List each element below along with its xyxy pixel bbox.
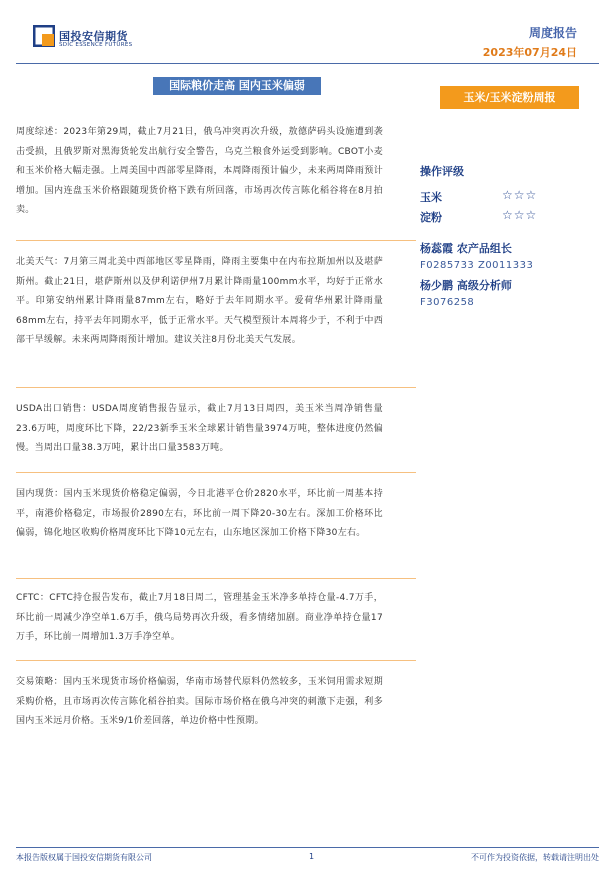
analyst-cert: F3076258 (420, 297, 475, 308)
header-divider (16, 63, 599, 64)
footer-copyright: 本报告版权属于国投安信期货有限公司 (16, 853, 152, 862)
paragraph-usda-export: USDA出口销售：USDA周度销售报告显示，截止7月13日周四，美玉米当周净销售量23.6万吨，周度环比下降，22/23新季玉米全球累计销售量3974万吨，整体进度仍然偏慢。当周出口量38.3万吨，累计出口量3583万吨。 (16, 404, 383, 453)
star-rating-icon: ☆☆☆ (502, 188, 538, 202)
page-number: 1 (309, 852, 315, 861)
report-date: 2023年07月24日 (482, 46, 577, 59)
paragraph-domestic-spot: 国内现货：国内玉米现货价格稳定偏弱，今日北港平仓价2820水平，环比前一周基本持平，南港价格稳定，市场报价2890左右，环比前一周下降20-30左右。深加工价格环比偏弱，锦化地区收购价格周度环比下降10元左右，山东地区深加工价格下降30左右。 (16, 489, 383, 538)
brand-name-cn: 国投安信期货 (59, 30, 128, 43)
section-divider (16, 387, 416, 388)
analyst-panel (420, 240, 580, 314)
logo-mark-icon (33, 25, 55, 47)
rating-row-starch (420, 209, 580, 229)
paragraph-cftc: CFTC：CFTC持仓报告发布，截止7月18日周二，管理基金玉米净多单持仓量-4.7万手，环比前一周减少净空单1.6万手，俄乌局势再次升级，看多情绪加剧。商业净单持仓量17万手，环比前一周增加1.3万手净空单。 (16, 593, 383, 642)
brand-name-en: SDIC ESSENCE FUTURES (59, 42, 133, 48)
footer-disclaimer: 不可作为投资依据，转载请注明出处 (471, 853, 599, 862)
analyst-name: 杨少鹏 高级分析师 (420, 279, 512, 292)
rating-panel (420, 163, 580, 229)
paragraph-weekly-summary: 周度综述：2023年第29周，截止7月21日，俄乌冲突再次升级，敖德萨码头设施遭到袭击受损，且俄罗斯对黑海货轮发出航行安全警告，乌克兰粮食外运受到影响。CBOT小麦和玉米价格大幅走强。上周美国中西部零星降雨，本周降雨预计偏少，未来两周降雨预计增加。国内连盘玉米价格跟随现货价格下跌有所回落，市场再次传言陈化稻谷将在8月拍卖。 (16, 127, 383, 215)
product-banner: 玉米/玉米淀粉周报 (440, 86, 579, 109)
report-title-banner: 国际粮价走高 国内玉米偏弱 (153, 77, 321, 95)
rating-label: 淀粉 (420, 211, 442, 224)
section-divider (16, 240, 416, 241)
analyst-name: 杨蕊霞 农产品组长 (420, 242, 512, 255)
rating-label: 玉米 (420, 191, 442, 204)
brand-logo (33, 23, 153, 53)
section-divider (16, 660, 416, 661)
paragraph-trading-strategy: 交易策略：国内玉米现货市场价格偏弱，华南市场替代原料仍然较多，玉米饲用需求短期采购价格，且市场再次传言陈化稻谷拍卖。国际市场价格在俄乌冲突的刺激下走强，利多国内玉米远月价格。玉米9/1价差回落，单边价格中性预期。 (16, 677, 383, 726)
section-divider (16, 578, 416, 579)
rating-title: 操作评级 (420, 165, 464, 178)
star-rating-icon: ☆☆☆ (502, 208, 538, 222)
footer-divider (16, 847, 599, 848)
report-type: 周度报告 (528, 26, 577, 40)
analyst-cert: F0285733 Z0011333 (420, 260, 534, 271)
paragraph-north-america-weather: 北美天气：7月第三周北美中西部地区零星降雨，降雨主要集中在内布拉斯加州以及堪萨斯州。截止21日，堪萨斯州以及伊利诺伊州7月累计降雨量100mm水平，均好于正常水平。印第安纳州累计降雨量87mm左右，略好于去年同期水平。爱荷华州累计降雨量68mm左右，持平去年同期水平，低于正常水平。天气模型预计本周将少于，不利于中西部干旱缓解。未来两周降雨预计增加。建议关注8月份北美天气发展。 (16, 257, 383, 345)
section-divider (16, 472, 416, 473)
rating-row-corn (420, 189, 580, 209)
